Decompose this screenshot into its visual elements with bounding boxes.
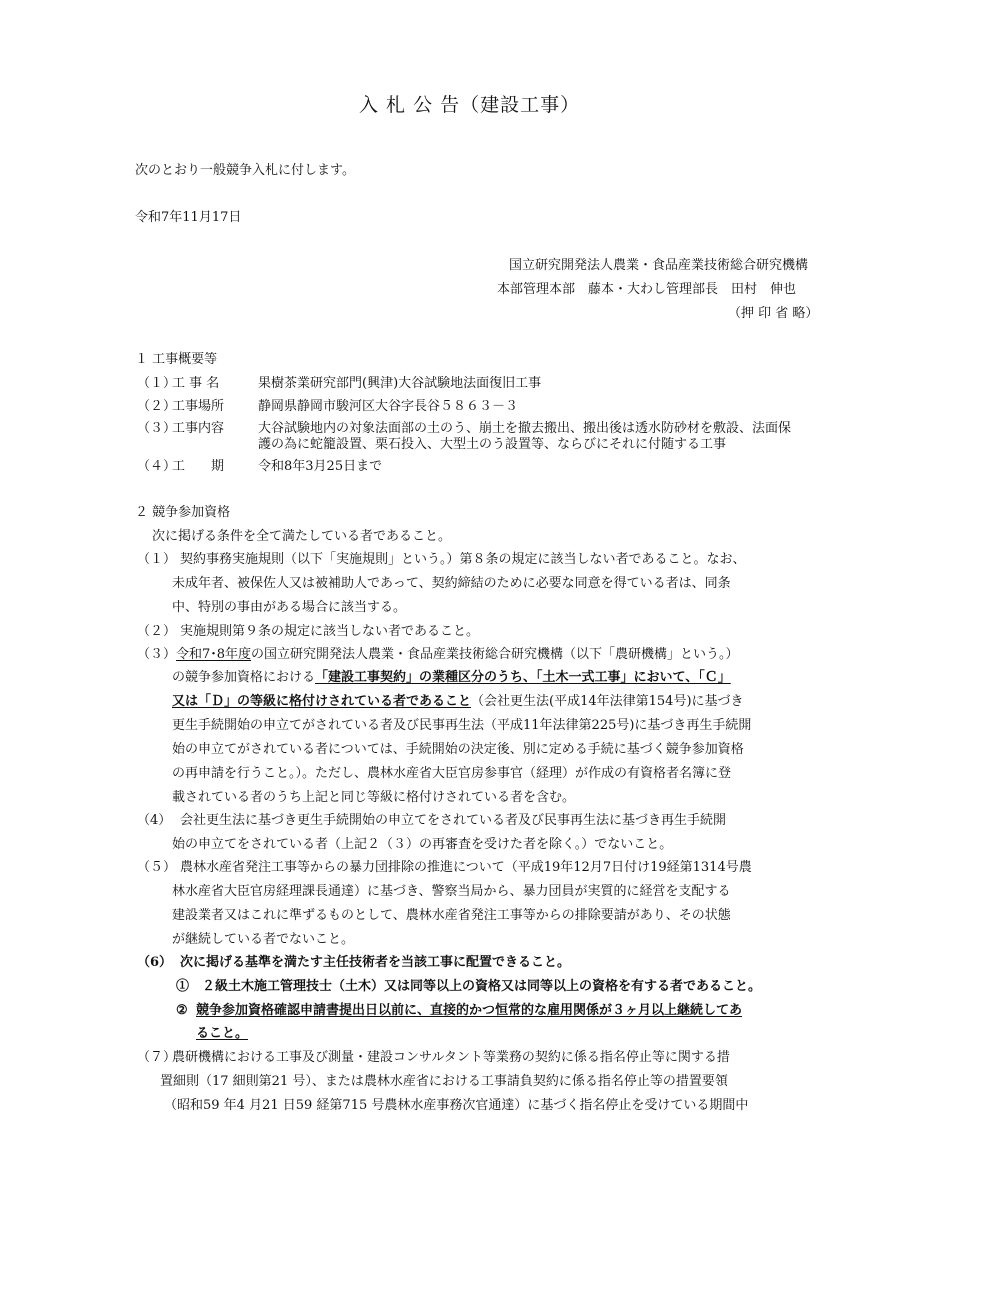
item-value: 果樹茶業研究部門(興津)大谷試験地法面復旧工事 xyxy=(258,376,542,391)
clause-number: （１） xyxy=(137,552,177,567)
seal-omitted: （押 印 省 略） xyxy=(728,306,819,321)
sub-requirement: 競争参加資格確認申請書提出日以前に、直接的かつ恒常的な雇用関係が３ヶ月以上継続してあ xyxy=(196,1003,743,1018)
qualification-emphasis: 「建設工事契約」の業種区分のうち、「土木一式工事」において、「Ｃ」 xyxy=(315,670,731,685)
clause-text: 実施規則第９条の規定に該当しない者であること。 xyxy=(180,624,480,639)
clause-text-lead: の競争参加資格における xyxy=(172,670,316,685)
clause-number: （4） xyxy=(137,813,172,828)
item-value: 令和8年3月25日まで xyxy=(258,459,383,474)
fiscal-years-underlined: 令和7･8年度 xyxy=(176,647,252,662)
clause-text: 次に掲げる基準を満たす主任技術者を当該工事に配置できること。 xyxy=(180,955,571,970)
clause-text: 更生手続開始の申立てがされている者及び民事再生法（平成11年法律第225号)に基づき再生手続開 xyxy=(172,718,752,733)
clause-text: 会社更生法に基づき更生手続開始の申立てをされている者及び民事再生法に基づき再生手続開 xyxy=(180,813,727,828)
clause-text: 中、特別の事由がある場合に該当する。 xyxy=(172,600,407,615)
clause-text: 載されている者のうち上記と同じ等級に格付けされている者を含む。 xyxy=(172,790,576,805)
clause-text: 建設業者又はこれに準ずるものとして、農林水産省発注工事等からの排除要請があり、その状態 xyxy=(172,908,731,923)
sub-requirement: ① ２級土木施工管理技士（土木）又は同等以上の資格又は同等以上の資格を有する者であること。 xyxy=(176,979,762,994)
clause-text-rest: （会社更生法(平成14年法律第154号)に基づき xyxy=(471,694,744,709)
clause-text: 置細則（17 細則第21 号）、または農林水産省における工事請負契約に係る指名停止等の措置要領 xyxy=(160,1074,728,1089)
item-label: 工 事 名 xyxy=(172,376,220,391)
clause-number: （５） xyxy=(137,860,177,875)
clause-text: 始の申立てをされている者（上記２（３）の再審査を受けた者を除く。）でないこと。 xyxy=(172,837,673,852)
clause-text xyxy=(172,693,744,711)
item-label: 工 期 xyxy=(172,459,225,474)
qualification-emphasis: 又は「Ｄ」の等級に格付けされている者であること xyxy=(172,694,472,709)
item-value: 大谷試験地内の対象法面部の土のう、崩土を撤去搬出、搬出後は透水防砂材を敷設、法面保 xyxy=(258,421,792,436)
clause-text: 契約事務実施規則（以下「実施規則」という。）第８条の規定に該当しない者であること。なお、 xyxy=(180,552,746,567)
item-number: （３） xyxy=(137,421,177,436)
clause-text: （昭和59 年4 月21 日59 経第715 号農林水産事務次官通達）に基づく指名停止を受けている期間中 xyxy=(164,1098,749,1113)
clause-text: 林水産省大臣官房経理課長通達）に基づき、警察当局から、暴力団員が実質的に経営を支配する xyxy=(172,884,731,899)
item-value: 静岡県静岡市駿河区大谷字長谷５８６３－３ xyxy=(258,399,519,414)
item-label: 工事内容 xyxy=(172,421,225,436)
issuer-org: 国立研究開発法人農業・食品産業技術総合研究機構 xyxy=(509,258,809,273)
clause-text: 農研機構における工事及び測量・建設コンサルタント等業務の契約に係る指名停止等に関する措 xyxy=(172,1050,730,1065)
sub-requirement-mark: ② xyxy=(176,1003,188,1018)
clause-text: 農林水産省発注工事等からの暴力団排除の推進について（平成19年12月7日付け19経第1314号農 xyxy=(180,860,752,875)
item-number: （２） xyxy=(137,399,177,414)
item-value-continued: 護の為に蛇籠設置、栗石投入、大型土のう設置等、ならびにそれに付随する工事 xyxy=(258,437,727,452)
issuer-officer: 本部管理本部 藤本・大わし管理部長 田村 伸也 xyxy=(497,282,797,297)
clause-text xyxy=(172,669,731,687)
page-title: 入 札 公 告（建設工事） xyxy=(359,94,581,116)
clause-text xyxy=(176,646,739,664)
clause-text: 始の申立てがされている者については、手続開始の決定後、別に定める手続に基づく競争参加資格 xyxy=(172,742,744,757)
clause-number: （７） xyxy=(137,1050,177,1065)
clause-number: （２） xyxy=(137,624,177,639)
clause-text: の再申請を行うこと。）。ただし、農林水産省大臣官房参事官（経理）が作成の有資格者名簿に登 xyxy=(172,766,732,781)
item-number: （１） xyxy=(137,376,177,391)
clause-text-rest: の国立研究開発法人農業・食品産業技術総合研究機構（以下「農研機構」という。） xyxy=(251,647,739,662)
clause-number: （6） xyxy=(137,955,173,970)
section2-lead: 次に掲げる条件を全て満たしている者であること。 xyxy=(152,529,452,544)
notice-date: 令和7年11月17日 xyxy=(135,210,242,225)
clause-number: （３） xyxy=(137,647,177,662)
sub-requirement-continued: ること。 xyxy=(196,1026,249,1041)
section2-heading: ２ 競争参加資格 xyxy=(135,505,231,520)
item-number: （４） xyxy=(137,459,177,474)
intro-text: 次のとおり一般競争入札に付します。 xyxy=(135,163,355,178)
clause-text: 未成年者、被保佐人又は被補助人であって、契約締結のために必要な同意を得ている者は、同条 xyxy=(172,576,731,591)
clause-text: が継続している者でないこと。 xyxy=(172,932,355,947)
item-label: 工事場所 xyxy=(172,399,225,414)
section1-heading: １ 工事概要等 xyxy=(135,352,218,367)
